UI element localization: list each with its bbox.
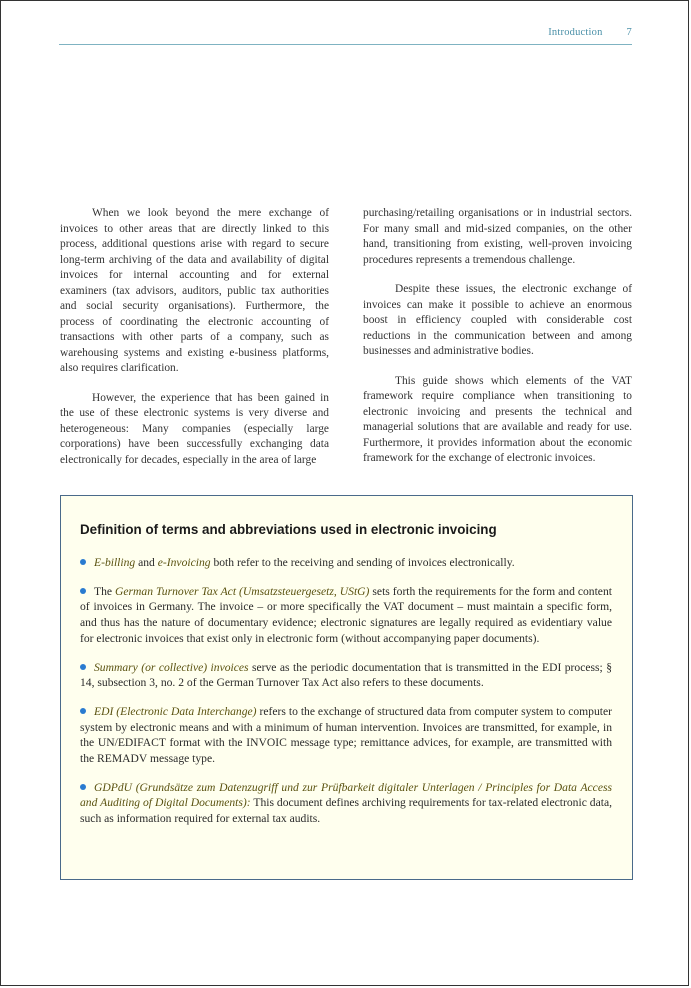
body-paragraph: This guide shows which elements of the VAT framework require compliance when transitioning to electronic invoicing and presents the technical and managerial solutions that are available and ready for use. Furthermore, it provides information about the economic framework for the exchange of electronic invoices. bbox=[363, 374, 632, 464]
definition-text: sets forth the requirements for the form and content of invoices in Germany. The invoice – or more specifically the VAT document – must maintain a specific form, and thus has the nature of documentary evidence; electronic signatures are legally required as evidentiary value for electronic invoices that exist only in electronic form (without accompanying paper documents). bbox=[80, 584, 612, 645]
bullet-icon bbox=[80, 664, 86, 670]
body-paragraph: When we look beyond the mere exchange of invoices to other areas that are directly linked to this process, additional questions arise with regard to secure long-term archiving of the data and availability of digital invoices for internal accounting and for external examiners (tax advisors, auditors, public tax authorities and social security organisations). Furthermore, the process of coordinating the electronic accounting of transactions with other parts of a company, such as warehousing systems and existing e-business platforms, also requires clarification. bbox=[60, 207, 329, 374]
definition-item bbox=[80, 780, 612, 827]
definitions-title: Definition of terms and abbreviations used in electronic invoicing bbox=[80, 522, 497, 537]
body-paragraph: Despite these issues, the electronic exchange of invoices can make it possible to achieve an enormous boost in efficiency coupled with considerable cost reductions in the communication between and among businesses and administrative bodies. bbox=[363, 283, 632, 357]
header-section-title: Introduction bbox=[548, 27, 603, 38]
definitions-box bbox=[60, 495, 633, 880]
body-paragraph: However, the experience that has been gained in the use of these electronic systems is very diverse and heterogeneous: Many companies (especially large corporations) have been successfully exchanging data electronically for decades, especially in the area of large bbox=[60, 391, 329, 466]
defined-term: E-billing bbox=[94, 556, 136, 569]
header-text bbox=[548, 27, 632, 38]
definition-item: The German Turnover Tax Act (Umsatzsteuergesetz, UStG) sets forth the requirements for the form and content of invoices in Germany. The invoice – or more specifically the VAT document – must maintain a specific form, and thus has the nature of documentary evidence; electronic signatures are legally required as evidentiary value for electronic invoices that exist only in electronic form (without accompanying paper documents). bbox=[80, 584, 612, 645]
bullet-icon bbox=[80, 588, 86, 594]
bullet-icon bbox=[80, 784, 86, 790]
bullet-icon bbox=[80, 708, 86, 714]
definition-item bbox=[80, 704, 612, 767]
definition-item: E-billing and e-Invoicing both refer to the receiving and sending of invoices electronically. bbox=[80, 555, 612, 571]
definition-item bbox=[80, 660, 612, 691]
defined-term: e-Invoicing bbox=[157, 556, 211, 569]
left-column bbox=[60, 206, 329, 482]
running-header bbox=[59, 23, 632, 45]
defined-term: EDI (Electronic Data Interchange) bbox=[94, 704, 257, 718]
definition-text: refers to the exchange of structured data from computer system to computer system by electronic means and with a minimum of human intervention. Invoices are transmitted, for example, in the UN/EDIFACT format with the INVOIC message type; remittance advices, for example, are transmitted with the REMADV message type. bbox=[80, 704, 612, 766]
definition-text: serve as the periodic documentation that is transmitted in the EDI process; § 14, subsection 3, no. 2 of the German Turnover Tax Act also refers to these documents. bbox=[80, 660, 612, 690]
defined-term: Summary (or collective) invoices bbox=[94, 660, 249, 674]
definition-text: This document defines archiving requirements for tax-related electronic data, such as information required for external tax audits. bbox=[80, 796, 612, 826]
body-paragraph-continuation: purchasing/retailing organisations or in industrial sectors. For many small and mid-sized companies, on the other hand, transitioning from existing, well-proven invoicing procedures represents a tremendous challenge. bbox=[363, 207, 632, 266]
bullet-icon bbox=[80, 559, 86, 565]
right-column bbox=[363, 206, 632, 481]
page-number: 7 bbox=[626, 27, 632, 38]
defined-term: German Turnover Tax Act (Umsatzsteuergesetz, UStG) bbox=[115, 584, 370, 598]
defined-term: GDPdU (Grundsätze zum Datenzugriff und zur Prüfbarkeit digitaler Unterlagen / Principles for Data Access and Auditing of Digital Documents): bbox=[80, 780, 612, 810]
definition-text: both refer to the receiving and sending of invoices electronically. bbox=[210, 556, 515, 569]
